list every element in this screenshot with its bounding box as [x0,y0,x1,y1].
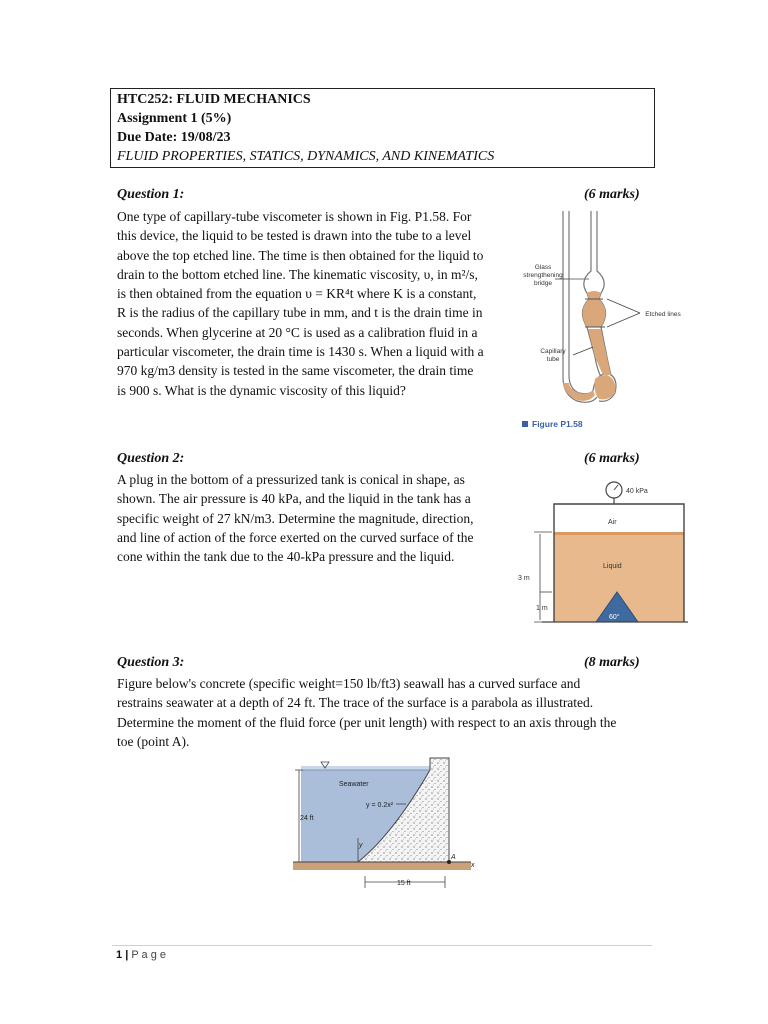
seawater-label: Seawater [339,781,369,788]
q1-line: this device, the liquid to be tested is drawn into the tube to a level [117,228,472,244]
q2-marks: (6 marks) [584,451,640,466]
x-axis-label: x [471,862,475,869]
course-title: HTC252: FLUID MECHANICS [117,92,311,107]
bridge-label: Glass [534,264,552,271]
q2-line: cone within the tank due to the 40-kPa pressure and the liquid. [117,549,455,565]
capillary-label: Capillary [540,348,566,355]
caption-square-icon [522,421,528,427]
y-axis-label: y [359,842,363,849]
q1-line: R is the radius of the capillary tube in mm, and t is the drain time in [117,305,483,321]
q3-line: toe (point A). [117,733,190,749]
q3-title: Question 3: [117,655,185,670]
due-date: Due Date: 19/08/23 [117,130,231,145]
assignment-header [110,88,655,168]
q3-body [117,674,650,751]
q1-line: above the top etched line. The time is then obtained for the liquid to [117,247,484,263]
depth-label: 24 ft [300,815,314,822]
capillary-label: tube [546,356,560,363]
gauge-label: 40 kPa [626,488,648,495]
q2-title: Question 2: [117,451,185,466]
assignment-title: Assignment 1 (5%) [117,111,232,126]
liquid-label: Liquid [603,563,622,570]
q1-line: 970 kg/m3 density is tested in the same viscometer, the drain time [117,363,474,379]
seawall-figure [293,756,483,896]
viscometer-figure [515,207,690,432]
bridge-label: strengthening [523,272,563,279]
q3-marks: (8 marks) [584,655,640,670]
q1-marks: (6 marks) [584,187,640,202]
page-footer [116,949,166,961]
point-a-label: A [451,854,456,861]
width-label: 15 ft [397,880,411,887]
figure-caption: Figure P1.58 [532,419,583,429]
air-label: Air [608,519,617,526]
q3-line: Determine the moment of the fluid force (per unit length) with respect to an axis through the [117,714,617,730]
page-word: P a g e [131,949,166,961]
q1-line: particular viscometer, the drain time is 1430 s. When a liquid with a [117,344,484,360]
page-number: 1 [116,949,123,961]
q1-line: drain to the bottom etched line. The kinematic viscosity, υ, in m²/s, [117,266,478,282]
dim-3m: 3 m [518,575,530,582]
q2-line: shown. The air pressure is 40 kPa, and the liquid in the tank has a [117,491,471,507]
q2-body [117,470,497,566]
tank-figure [512,478,690,640]
q1-line: is then obtained from the equation υ = KR⁴t where K is a constant, [117,286,477,302]
parabola-equation: y = 0.2x² [366,802,394,809]
q2-line: specific weight of 27 kN/m3. Determine the magnitude, direction, [117,510,474,526]
cone-angle: 60° [609,614,620,621]
q1-line: One type of capillary-tube viscometer is shown in Fig. P1.58. For [117,209,472,224]
q1-body [117,207,507,400]
topics-line: FLUID PROPERTIES, STATICS, DYNAMICS, AND KINEMATICS [117,149,495,164]
q3-line: Figure below's concrete (specific weight=150 lb/ft3) seawall has a curved surface and [117,676,581,691]
q1-line: is 900 s. What is the dynamic viscosity of this liquid? [117,382,406,398]
etched-lines-label: Etched lines [645,311,681,318]
q2-line: A plug in the bottom of a pressurized tank is conical in shape, as [117,472,465,487]
q1-title: Question 1: [117,187,185,202]
footer-separator: | [125,949,129,961]
q1-line: seconds. When glycerine at 20 °C is used as a calibration fluid in a [117,324,478,340]
bridge-label: bridge [533,280,553,287]
q2-line: and line of action of the force exerted on the curved surface of the [117,529,474,545]
q3-line: restrains seawater at a depth of 24 ft. The trace of the surface is a parabola as illustrated. [117,695,594,711]
footer-divider [112,945,652,946]
dim-1m: 1 m [536,605,548,612]
